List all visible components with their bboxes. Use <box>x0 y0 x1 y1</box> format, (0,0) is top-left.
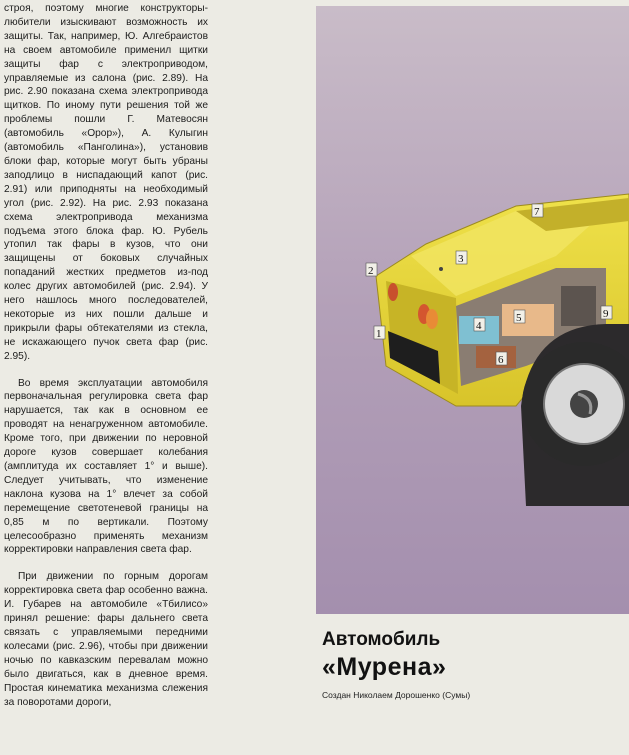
car-illustration-drawing <box>316 6 629 614</box>
svg-text:5: 5 <box>516 312 522 324</box>
callout-5 <box>514 310 525 324</box>
callout-1 <box>374 326 385 340</box>
callout-9 <box>601 306 612 320</box>
component-5 <box>502 304 554 336</box>
svg-text:2: 2 <box>368 265 374 277</box>
article-paragraph-2: Во время эксплуатации автомобиля первоначальная регулировка света фар нарушается, так как в основном ее проводят на ненагруженном автомобиле. Кроме того, при движении по неровной дороге кузов совершает колебания (амплитуда их составляет 1° и выше). Следует учитывать, что изменение наклона кузова на 1° влечет за собой перемещение светотеневой границы на 0,85 м по вертикали. Поэтому целесообразно применять механизм корректировки направления света фар. <box>4 377 208 556</box>
article-paragraph-3: При движении по горным дорогам корректировка света фар особенно важна. И. Губарев на автомобиле «Тбилисо» принял решение: фары дальнего света связать с управляемыми передними колесами (рис. 2.96), чтобы при движении ночью по кавказским перевалам можно было двигаться, как в дневное время. Простая кинематика механизма слежения за поворотами дороги, <box>4 571 208 708</box>
article-paragraph-1: строя, поэтому многие конструкторы-любители изыскивают возможность их защиты. Так, например, Ю. Алгебраистов на своем автомобиле применил щитки защиты фар с электроприводом, управляемые из салона (рис. 2.89). На рис. 2.90 показана схема электропривода щитков. По иному пути решения той же проблемы пошли Г. Матевосян (автомобиль «Орор»), А. Кулыгин (автомобиль «Панголина»), установив блоки фар, которые могут быть убраны заподлицо в ниспадающий капот (рис. 2.91) или приподняты на необходимый угол (рис. 2.92). На рис. 2.93 показана схема электропривода механизма подъема этого блока фар. Ю. Рубель утопил так фары в кузов, что они защищены от боковых случайных попаданий жестких предметов из-под колес других автомобилей (рис. 2.94). У него нашлось много последователей, некоторые из них пошли дальше и прикрыли фары обтекателями из стекла, не искажающего пучок света фар (рис. 2.95). <box>4 3 208 362</box>
callout-4 <box>474 318 485 332</box>
callout-3 <box>456 251 467 265</box>
caption-title-line2: «Мурена» <box>322 653 447 681</box>
engine-block <box>561 286 596 326</box>
caption-title-line1: Автомобиль <box>322 629 441 650</box>
article-text-column <box>4 2 208 709</box>
svg-text:3: 3 <box>458 253 464 265</box>
svg-text:9: 9 <box>603 308 609 320</box>
headlight-left <box>388 283 398 301</box>
hood-marker <box>439 267 443 271</box>
car-illustration <box>316 6 629 614</box>
callout-2 <box>366 263 377 277</box>
svg-text:7: 7 <box>534 206 540 218</box>
caption-title <box>322 628 622 682</box>
caption-subtitle: Создан Николаем Дорошенко (Сумы) <box>322 690 471 700</box>
callout-7 <box>532 204 543 218</box>
callout-6 <box>496 352 507 366</box>
svg-text:1: 1 <box>376 328 382 340</box>
svg-text:4: 4 <box>476 320 482 332</box>
wheel-hub <box>570 390 598 418</box>
headlight-right-inner <box>426 309 438 329</box>
svg-text:6: 6 <box>498 354 504 366</box>
